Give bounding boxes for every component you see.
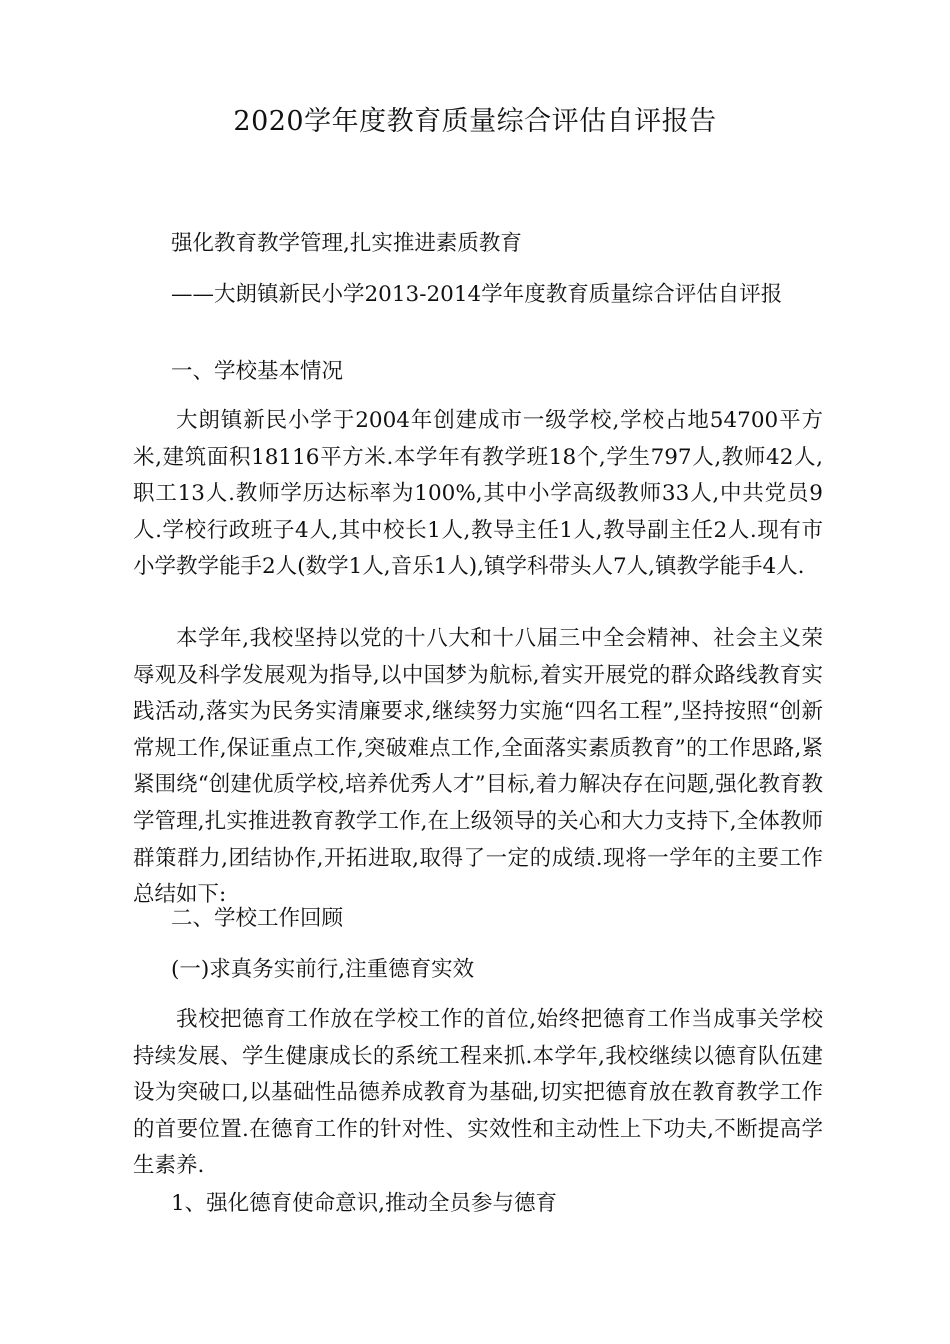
section-2-subheading: (一)求真务实前行,注重德育实效 bbox=[171, 957, 475, 982]
document-title: 2020学年度教育质量综合评估自评报告 bbox=[233, 106, 717, 137]
section-2-item-1: 1、强化德育使命意识,推动全员参与德育 bbox=[171, 1191, 558, 1216]
section-1-paragraph-1: 大朗镇新民小学于2004年创建成市一级学校,学校占地54700平方米,建筑面积18116平方米.本学年有教学班18个,学生797人,教师42人,职工13人.教师学历达标率为100%,其中小学高级教师33人,中共党员9人.学校行政班子4人,其中校长1人,教导主任1人,教导副主任2人.现有市小学教学能手2人(数学1人,音乐1人),镇学科带头人7人,镇教学能手4人. bbox=[133, 408, 823, 580]
document-subtitle: 强化教育教学管理,扎实推进素质教育 bbox=[171, 231, 522, 256]
section-1-paragraph-2: 本学年,我校坚持以党的十八大和十八届三中全会精神、社会主义荣辱观及科学发展观为指导,以中国梦为航标,着实开展党的群众路线教育实践活动,落实为民务实清廉要求,继续努力实施“四名工程”,坚持按照“创新常规工作,保证重点工作,突破难点工作,全面落实素质教育”的工作思路,紧紧围绕“创建优质学校,培养优秀人才”目标,着力解决存在问题,强化教育教学管理,扎实推进教育教学工作,在上级领导的关心和大力支持下,全体教师群策群力,团结协作,开拓进取,取得了一定的成绩.现将一学年的主要工作总结如下: bbox=[133, 626, 823, 908]
document-byline: ——大朗镇新民小学2013-2014学年度教育质量综合评估自评报 bbox=[171, 282, 783, 307]
section-2-paragraph-1: 我校把德育工作放在学校工作的首位,始终把德育工作当成事关学校持续发展、学生健康成长的系统工程来抓.本学年,我校继续以德育队伍建设为突破口,以基础性品德养成教育为基础,切实把德育放在教育教学工作的首要位置.在德育工作的针对性、实效性和主动性上下功夫,不断提高学生素养. bbox=[133, 1007, 823, 1179]
section-2-heading: 二、学校工作回顾 bbox=[171, 906, 344, 931]
section-1-heading: 一、学校基本情况 bbox=[171, 359, 344, 384]
